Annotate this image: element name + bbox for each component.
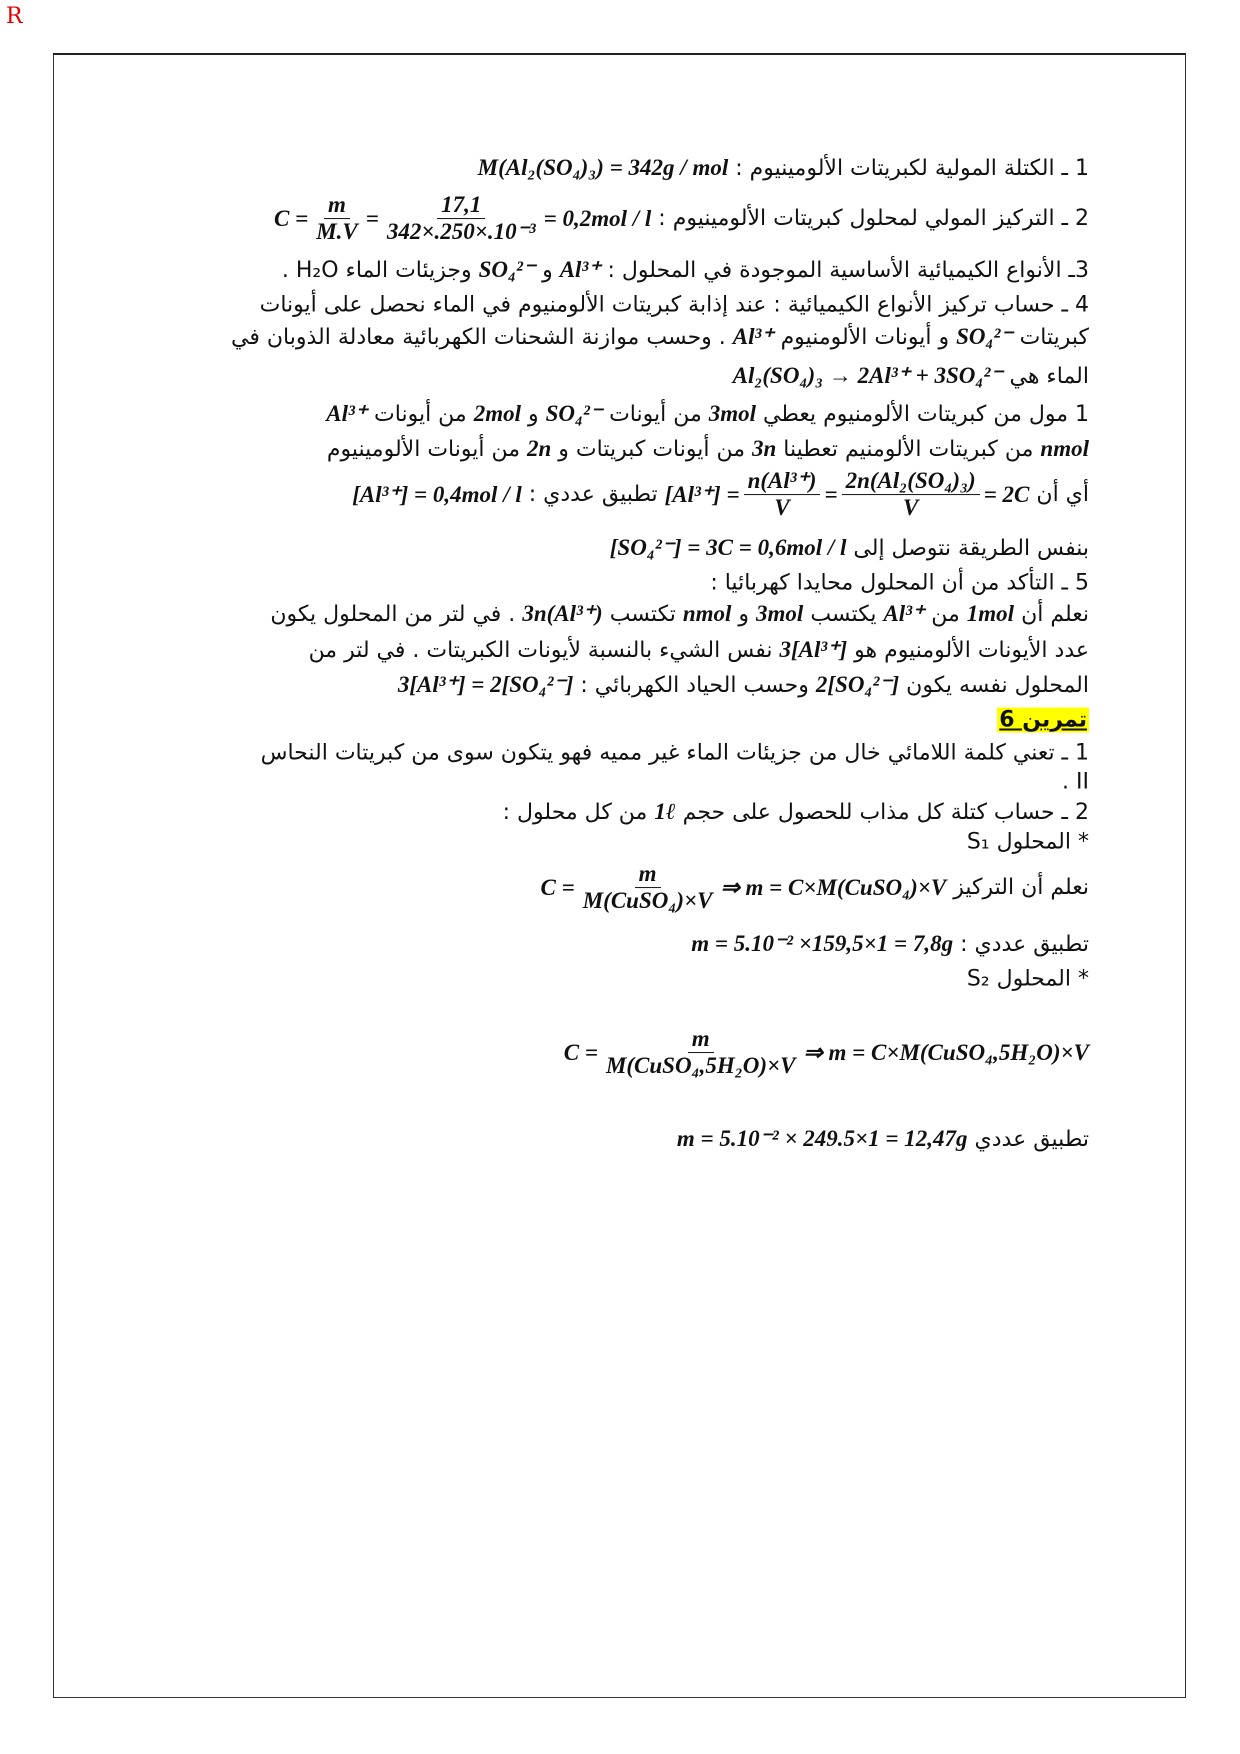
math-expression bbox=[654, 799, 675, 825]
text-line bbox=[967, 830, 1089, 855]
math-expression bbox=[780, 637, 848, 663]
arabic-text: عدد الأيونات الألومنيوم هو bbox=[854, 637, 1089, 663]
text-line bbox=[1062, 770, 1089, 795]
math-expression bbox=[326, 401, 367, 427]
arabic-text: تطبيق عددي : bbox=[960, 931, 1089, 957]
arabic-text: * المحلول S₁ bbox=[966, 829, 1089, 855]
math-term: SO₄²⁻ bbox=[956, 324, 1013, 349]
math-expression bbox=[816, 672, 899, 698]
math-term: 3mol bbox=[756, 601, 804, 626]
arabic-text: . وحسب موازنة الشحنات الكهربائية معادلة الذوبان في bbox=[231, 324, 726, 350]
arabic-text: 2 ـ التركيز المولي لمحلول كبريتات الألومينيوم : bbox=[658, 206, 1089, 232]
math-term: 2[SO₄²⁻] bbox=[815, 672, 900, 697]
math-term: m = 5.10⁻² ×159,5×1 = 7,8g bbox=[691, 931, 954, 956]
math-expression bbox=[398, 672, 573, 698]
math-expression bbox=[564, 1026, 1089, 1080]
math-expression bbox=[691, 931, 953, 957]
text-line bbox=[260, 293, 1089, 318]
fraction bbox=[312, 192, 362, 246]
math-term: 2mol bbox=[473, 401, 521, 426]
math-term: Al³⁺ bbox=[883, 601, 925, 626]
math-expression bbox=[474, 401, 521, 427]
math-expression bbox=[478, 155, 729, 181]
text-line bbox=[326, 401, 1089, 427]
arabic-text: من bbox=[931, 601, 960, 627]
fraction bbox=[579, 861, 717, 915]
denominator: M(CuSO₄,5H₂O)×V bbox=[605, 1053, 796, 1079]
math-term: 1ℓ bbox=[654, 799, 676, 824]
math-term: Al³⁺ bbox=[326, 401, 368, 426]
math-term: C = bbox=[563, 1040, 598, 1065]
arabic-text: و أيونات الألومنيوم bbox=[780, 324, 950, 350]
math-expression bbox=[733, 363, 1003, 389]
exercise-heading: تمرين 6 bbox=[999, 707, 1087, 733]
arabic-text: 3ـ الأنواع الكيميائية الأساسية الموجودة في المحلول : bbox=[607, 257, 1089, 283]
arabic-text: من كبريتات الألومنيم تعطينا bbox=[783, 436, 1034, 462]
math-expression bbox=[756, 601, 803, 627]
arabic-text: نعلم أن bbox=[1021, 601, 1089, 627]
arabic-text: من أيونات bbox=[609, 401, 702, 427]
math-term: C = bbox=[540, 875, 575, 900]
arabic-text: أي أن bbox=[1036, 482, 1089, 508]
arabic-text: من أيونات الألومينيوم bbox=[326, 436, 520, 462]
math-term: Al₂(SO₄)₃ → 2Al³⁺ + 3SO₄²⁻ bbox=[732, 363, 1003, 388]
math-term: [Al³⁺] = bbox=[664, 482, 740, 507]
math-term: = bbox=[824, 482, 838, 507]
denominator: V bbox=[902, 495, 919, 521]
math-term: = 2C bbox=[983, 482, 1030, 507]
math-expression bbox=[352, 482, 522, 508]
fraction bbox=[744, 468, 821, 522]
arabic-text: كبريتات bbox=[1019, 324, 1089, 350]
math-term: 3mol bbox=[708, 401, 757, 426]
math-term: Al³⁺ bbox=[732, 324, 774, 349]
text-line bbox=[327, 436, 1089, 462]
text-line bbox=[733, 363, 1089, 389]
arabic-text: الماء هي bbox=[1009, 363, 1089, 389]
arabic-text: و bbox=[542, 257, 553, 283]
math-term: M(Al₂(SO₄)₃) = 342g / mol bbox=[477, 155, 729, 180]
arabic-text: 1 مول من كبريتات الألومنيوم يعطي bbox=[763, 401, 1089, 427]
math-term: 1mol bbox=[966, 601, 1015, 626]
denominator: 342×.250×.10⁻³ bbox=[386, 219, 536, 245]
arabic-text: و bbox=[528, 401, 539, 427]
math-term: Al³⁺ bbox=[559, 257, 601, 282]
text-line bbox=[677, 1126, 1089, 1152]
arabic-text: من أيونات كبريتات و bbox=[558, 436, 745, 462]
text-line bbox=[691, 931, 1089, 957]
arabic-text: نعلم أن التركيز bbox=[953, 875, 1089, 901]
arabic-text: . في لتر من المحلول يكون bbox=[270, 601, 516, 627]
math-expression bbox=[883, 601, 924, 627]
numerator: m bbox=[688, 1026, 714, 1053]
math-term: C = bbox=[274, 206, 309, 231]
denominator: M(CuSO₄)×V bbox=[582, 888, 713, 914]
math-term: ⇒ m = C×M(CuSO₄,5H₂O)×V bbox=[803, 1040, 1089, 1065]
arabic-text: تطبيق عددي bbox=[974, 1126, 1089, 1152]
math-expression bbox=[560, 257, 601, 283]
math-expression bbox=[610, 535, 847, 561]
arabic-text: 1 ـ الكتلة المولية لكبريتات الألومينيوم : bbox=[735, 155, 1089, 181]
math-expression bbox=[956, 324, 1012, 350]
math-expression bbox=[546, 401, 602, 427]
math-expression bbox=[541, 861, 947, 915]
denominator: V bbox=[774, 495, 790, 521]
arabic-text: تطبيق عددي : bbox=[528, 482, 658, 508]
math-expression bbox=[274, 192, 651, 246]
text-line bbox=[282, 257, 1089, 283]
arabic-text: 2 ـ حساب كتلة كل مذاب للحصول على حجم bbox=[682, 799, 1089, 825]
text-line bbox=[610, 535, 1089, 561]
numerator: 17,1 bbox=[437, 192, 485, 219]
text-line bbox=[967, 967, 1089, 992]
arabic-text: * المحلول S₂ bbox=[966, 966, 1089, 992]
text-line bbox=[503, 799, 1089, 825]
math-expression bbox=[522, 601, 602, 627]
text-line bbox=[564, 1026, 1089, 1080]
denominator: M.V bbox=[316, 219, 358, 245]
text-line bbox=[352, 468, 1089, 522]
math-term: [SO₄²⁻] = 3C = 0,6mol / l bbox=[609, 535, 847, 560]
arabic-text: من كل محلول : bbox=[502, 799, 648, 825]
math-expression bbox=[967, 601, 1014, 627]
text-line bbox=[231, 324, 1089, 350]
math-term: 3[Al³⁺] bbox=[779, 637, 848, 662]
text-line bbox=[270, 601, 1089, 627]
math-expression bbox=[752, 436, 776, 462]
math-expression bbox=[733, 324, 774, 350]
math-term: = 0,2mol / l bbox=[543, 206, 652, 231]
fraction bbox=[602, 1026, 800, 1080]
math-term: SO₄²⁻ bbox=[478, 257, 536, 282]
math-expression bbox=[1040, 436, 1089, 462]
text-line bbox=[997, 708, 1089, 733]
numerator: m bbox=[324, 192, 350, 219]
arabic-text: تكتسب bbox=[609, 601, 676, 627]
math-term: [Al³⁺] = 0,4mol / l bbox=[352, 482, 522, 507]
math-term: 3[Al³⁺] = 2[SO₄²⁻] bbox=[397, 672, 574, 697]
math-term: = bbox=[365, 206, 379, 231]
fraction bbox=[383, 192, 540, 246]
text-line bbox=[274, 192, 1089, 246]
text-line bbox=[261, 741, 1089, 766]
math-expression bbox=[665, 468, 1030, 522]
arabic-text: 1 ـ تعني كلمة اللامائي خال من جزيئات الماء غير مميه فهو يتكون سوى من كبريتات النحاس bbox=[260, 740, 1089, 766]
math-term: 3n(Al³⁺) bbox=[522, 601, 603, 626]
text-line bbox=[710, 571, 1089, 596]
fraction bbox=[842, 468, 980, 522]
text-line bbox=[541, 861, 1089, 915]
math-expression bbox=[527, 436, 551, 462]
arabic-text: 5 ـ التأكد من أن المحلول محايدا كهربائيا : bbox=[710, 570, 1089, 596]
math-expression bbox=[683, 601, 732, 627]
math-term: nmol bbox=[1040, 436, 1089, 461]
arabic-text: يكتسب bbox=[810, 601, 877, 627]
arabic-text: 4 ـ حساب تركيز الأنواع الكيميائية : عند إذابة كبريتات الألومنيوم في الماء نحصل على أيونات bbox=[259, 292, 1089, 318]
arabic-text: وحسب الحياد الكهربائي : bbox=[580, 672, 809, 698]
math-term: SO₄²⁻ bbox=[545, 401, 603, 426]
text-line bbox=[309, 637, 1089, 663]
math-expression bbox=[479, 257, 535, 283]
text-line bbox=[478, 155, 1089, 181]
arabic-text: وجزيئات الماء H₂O . bbox=[281, 257, 472, 283]
arabic-text: نفس الشيء بالنسبة لأيونات الكبريتات . في لتر من bbox=[308, 637, 773, 663]
math-term: ⇒ m = C×M(CuSO₄)×V bbox=[720, 875, 947, 900]
arabic-text: بنفس الطريقة نتوصل إلى bbox=[853, 535, 1089, 561]
math-term: 2n bbox=[526, 436, 552, 461]
arabic-text: من أيونات bbox=[374, 401, 467, 427]
math-term: m = 5.10⁻² × 249.5×1 = 12,47g bbox=[676, 1126, 968, 1151]
arabic-text: المحلول نفسه يكون bbox=[906, 672, 1089, 698]
math-expression bbox=[677, 1126, 968, 1152]
arabic-text: و bbox=[738, 601, 750, 627]
arabic-text: II . bbox=[1062, 769, 1089, 795]
numerator: 2n(Al₂(SO₄)₃) bbox=[842, 468, 980, 495]
text-line bbox=[398, 672, 1089, 698]
math-expression bbox=[709, 401, 756, 427]
numerator: n(Al³⁺) bbox=[744, 468, 821, 495]
math-term: 3n bbox=[751, 436, 777, 461]
numerator: m bbox=[635, 861, 661, 888]
math-term: nmol bbox=[682, 601, 732, 626]
corner-mark: R bbox=[6, 4, 23, 29]
